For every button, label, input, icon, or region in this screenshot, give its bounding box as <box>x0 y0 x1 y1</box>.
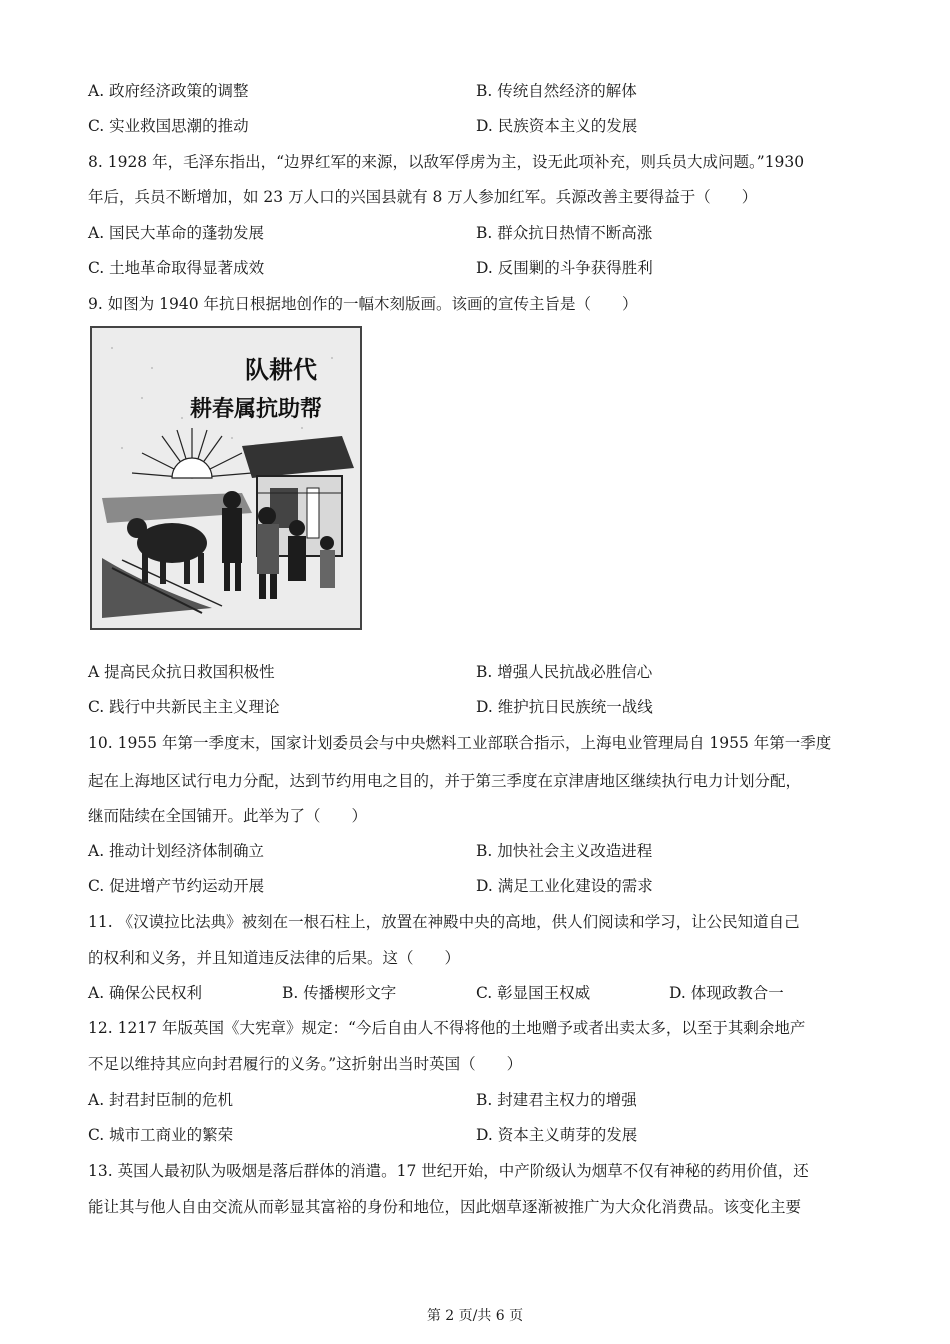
q7-option-c: C. 实业救国思潮的推动 <box>88 117 249 135</box>
q13-stem-line-1: 13. 英国人最初队为吸烟是落后群体的消遣。17 世纪开始，中产阶级认为烟草不仅有神秘的药用价值，还 <box>88 1162 809 1180</box>
q10-stem-line-1: 10. 1955 年第一季度末，国家计划委员会与中央燃料工业部联合指示，上海电业管理局自 1955 年第一季度 <box>88 734 832 752</box>
q7-option-d: D. 民族资本主义的发展 <box>476 117 638 135</box>
q9-option-c: C. 践行中共新民主主义理论 <box>88 698 280 716</box>
q10-option-c: C. 促进增产节约运动开展 <box>88 877 265 895</box>
q11-stem-line-1: 11. 《汉谟拉比法典》被刻在一根石柱上，放置在神殿中央的高地，供人们阅读和学习，让公民知道自己 <box>88 913 800 931</box>
woodcut-print-image <box>90 326 362 630</box>
woodcut-illustration <box>92 328 360 628</box>
q7-option-a: A. 政府经济政策的调整 <box>88 82 249 100</box>
q10-option-a: A. 推动计划经济体制确立 <box>88 842 265 860</box>
q8-stem-line-2: 年后，兵员不断增加，如 23 万人口的兴国县就有 8 万人参加红军。兵源改善主要得益于（ ） <box>88 188 758 206</box>
q12-option-b: B. 封建君主权力的增强 <box>476 1091 637 1109</box>
q7-option-b: B. 传统自然经济的解体 <box>476 82 637 100</box>
page-number: 第 2 页/共 6 页 <box>426 1308 524 1324</box>
q12-option-a: A. 封君封臣制的危机 <box>88 1091 234 1109</box>
q11-option-a: A. 确保公民权利 <box>88 984 203 1002</box>
q12-stem-line-2: 不足以维持其应向封君履行的义务。”这折射出当时英国（ ） <box>88 1055 523 1073</box>
q10-stem-line-2: 起在上海地区试行电力分配，达到节约用电之目的，并于第三季度在京津唐地区继续执行电力计划分配， <box>88 772 802 790</box>
q9-option-a: A 提高民众抗日救国积极性 <box>88 663 275 681</box>
q11-option-d: D. 体现政教合一 <box>669 984 784 1002</box>
q11-stem-line-2: 的权利和义务，并且知道违反法律的后果。这（ ） <box>88 949 461 967</box>
q11-option-b: B. 传播楔形文字 <box>282 984 397 1002</box>
q12-stem-line-1: 12. 1217 年版英国《大宪章》规定：“今后自由人不得将他的土地赠予或者出卖太多，以至于其剩余地产 <box>88 1019 806 1037</box>
q10-option-b: B. 加快社会主义改造进程 <box>476 842 653 860</box>
q10-option-d: D. 满足工业化建设的需求 <box>476 877 653 895</box>
q9-option-b: B. 增强人民抗战必胜信心 <box>476 663 653 681</box>
q8-option-c: C. 土地革命取得显著成效 <box>88 259 265 277</box>
q12-option-d: D. 资本主义萌芽的发展 <box>476 1126 638 1144</box>
q11-option-c: C. 彰显国王权威 <box>476 984 591 1002</box>
woodcut-title-1: 队耕代 <box>245 355 317 384</box>
q10-stem-line-3: 继而陆续在全国铺开。此举为了（ ） <box>88 807 368 825</box>
q8-option-d: D. 反围剿的斗争获得胜利 <box>476 259 653 277</box>
q13-stem-line-2: 能让其与他人自由交流从而彰显其富裕的身份和地位，因此烟草逐渐被推广为大众化消费品。该变化主要 <box>88 1198 802 1216</box>
q9-stem-line-1: 9. 如图为 1940 年抗日根据地创作的一幅木刻版画。该画的宣传主旨是（ ） <box>88 295 638 313</box>
q9-option-d: D. 维护抗日民族统一战线 <box>476 698 653 716</box>
q8-option-a: A. 国民大革命的蓬勃发展 <box>88 224 265 242</box>
woodcut-title-2: 耕春属抗助帮 <box>189 396 322 422</box>
q8-stem-line-1: 8. 1928 年，毛泽东指出，“边界红军的来源，以敌军俘虏为主，设无此项补充，则兵员大成问题。”1930 <box>88 153 805 171</box>
q8-option-b: B. 群众抗日热情不断高涨 <box>476 224 653 242</box>
q12-option-c: C. 城市工商业的繁荣 <box>88 1126 234 1144</box>
